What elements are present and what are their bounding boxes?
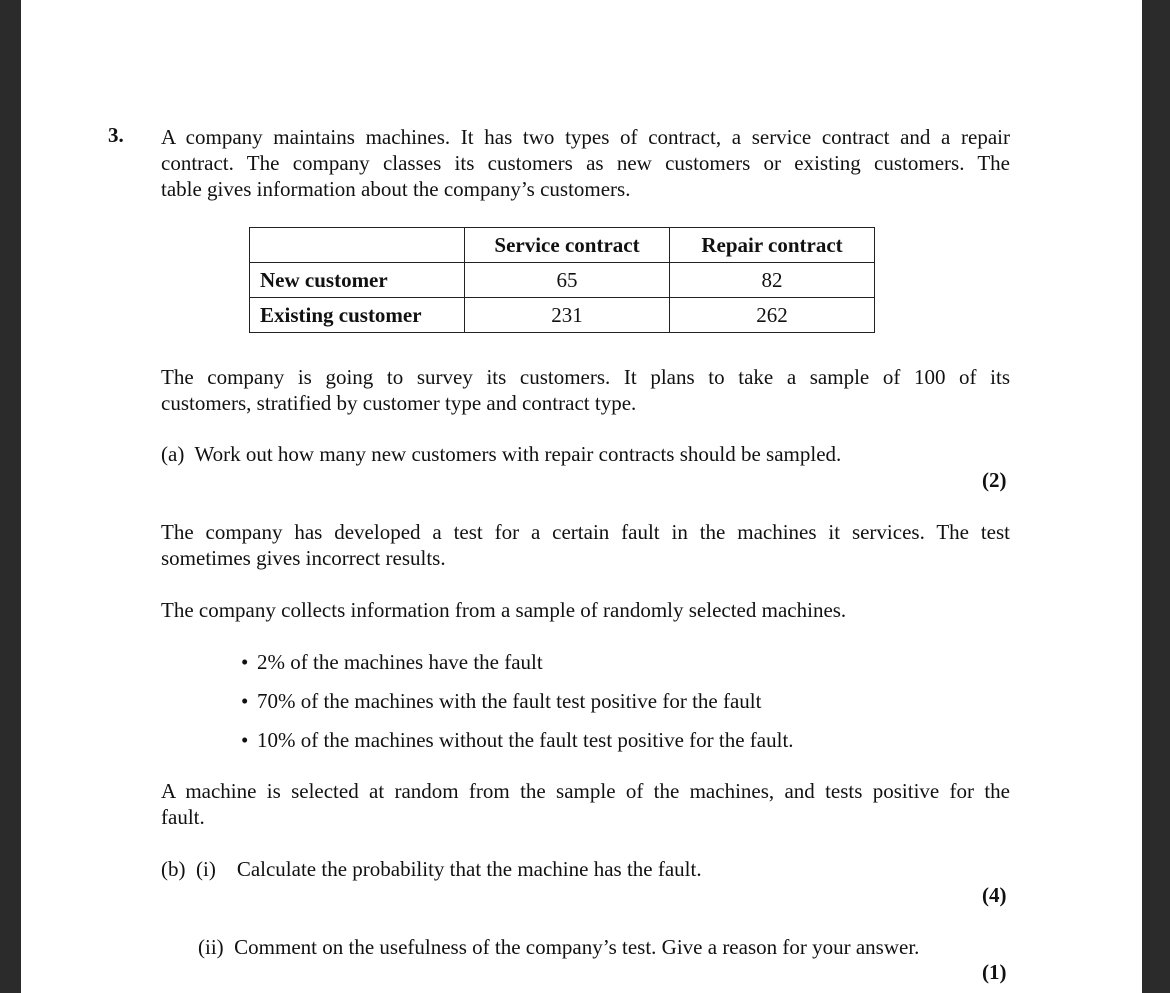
list-item	[241, 688, 794, 727]
bullet-icon: •	[241, 650, 249, 674]
selected-line: fault.	[161, 805, 205, 829]
part-a-label: (a)	[161, 442, 185, 466]
question-number: 3.	[108, 123, 124, 147]
survey-line: customers, stratified by customer type and contract type.	[161, 391, 637, 415]
test-line: The company has developed a test for a certain fault in the machines it services. The test	[161, 520, 1010, 544]
intro-line: contract. The company classes its customers as new customers or existing customers. The	[161, 151, 1010, 175]
test-line: sometimes gives incorrect results.	[161, 546, 446, 570]
survey-paragraph	[161, 364, 1010, 416]
selected-line: A machine is selected at random from the sample of the machines, and tests positive for the	[161, 779, 1010, 803]
part-b-i-text: Calculate the probability that the machine has the fault.	[236, 857, 702, 881]
fault-facts-list	[241, 649, 794, 766]
bullet-text: 2% of the machines have the fault	[257, 650, 543, 674]
table-row-label: New customer	[250, 263, 465, 298]
bullet-icon: •	[241, 689, 249, 713]
intro-paragraph	[161, 124, 1010, 202]
intro-line: A company maintains machines. It has two types of contract, a service contract and a repair	[161, 125, 1010, 149]
bullet-text: 70% of the machines with the fault test positive for the fault	[257, 689, 762, 713]
table-cell: 65	[465, 263, 670, 298]
part-b-ii-question	[198, 934, 919, 960]
table-header-cell: Repair contract	[670, 228, 875, 263]
table-row	[250, 263, 875, 298]
part-b-ii-text: Comment on the usefulness of the company’s test. Give a reason for your answer.	[234, 935, 920, 959]
table-cell: 82	[670, 263, 875, 298]
part-b-i-marks: (4)	[982, 883, 1007, 907]
selected-paragraph	[161, 778, 1010, 830]
document-page	[21, 0, 1142, 993]
list-item	[241, 649, 794, 688]
customer-table	[249, 227, 875, 333]
collects-sentence: The company collects information from a sample of randomly selected machines.	[161, 598, 847, 622]
part-b-i-question	[161, 856, 702, 882]
part-a-text: Work out how many new customers with repair contracts should be sampled.	[194, 442, 842, 466]
test-paragraph	[161, 519, 1010, 571]
intro-line: table gives information about the company’s customers.	[161, 177, 631, 201]
part-b-label: (b)	[161, 857, 186, 881]
table-cell: 231	[465, 298, 670, 333]
table-corner-cell	[250, 228, 465, 263]
table-header-cell: Service contract	[465, 228, 670, 263]
table-header-row	[250, 228, 875, 263]
part-a-marks: (2)	[982, 468, 1007, 492]
bullet-icon: •	[241, 728, 249, 752]
table-cell: 262	[670, 298, 875, 333]
part-b-ii-marks: (1)	[982, 960, 1007, 984]
table-row-label: Existing customer	[250, 298, 465, 333]
survey-line: The company is going to survey its customers. It plans to take a sample of 100 of its	[161, 365, 1010, 389]
bullet-text: 10% of the machines without the fault test positive for the fault.	[257, 728, 794, 752]
part-a-question	[161, 441, 841, 467]
part-b-ii-label: (ii)	[198, 935, 224, 959]
table-row	[250, 298, 875, 333]
list-item	[241, 727, 794, 766]
part-b-i-label: (i)	[196, 857, 216, 881]
